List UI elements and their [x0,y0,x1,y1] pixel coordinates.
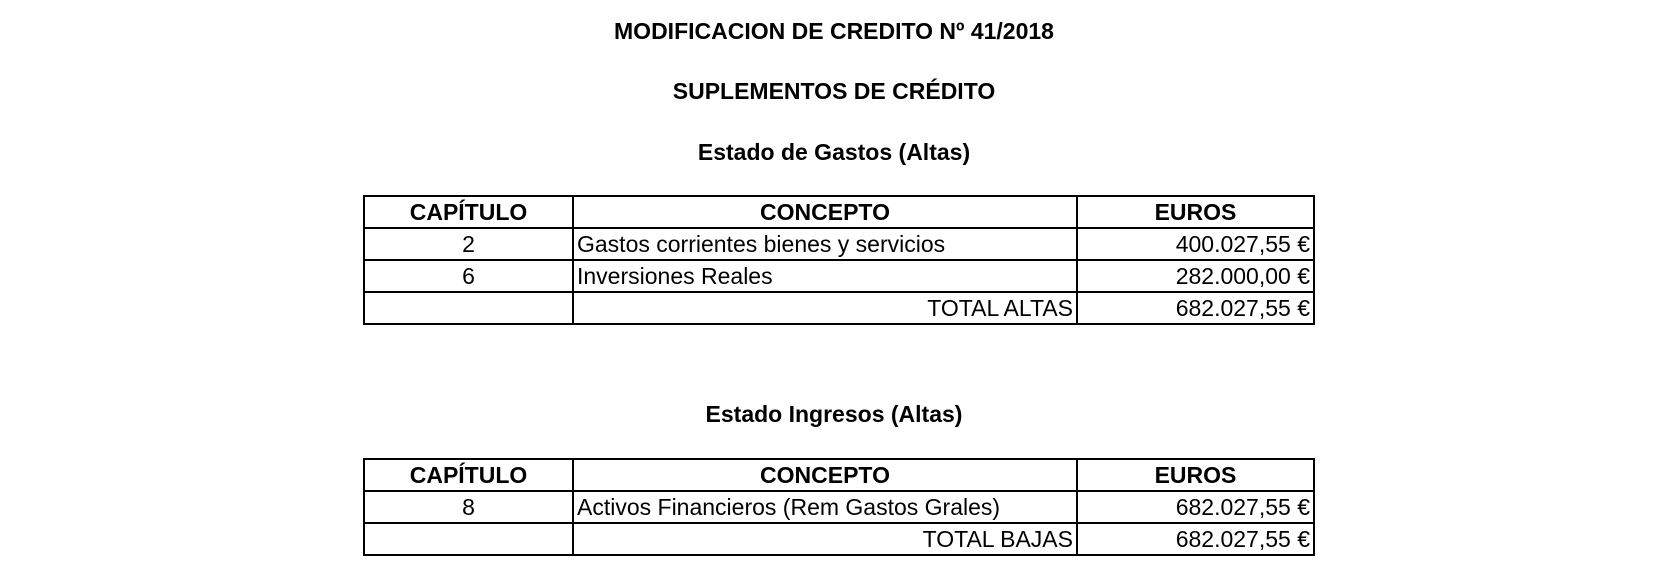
gastos-table [363,195,1315,325]
column-header-euros: EUROS [1077,196,1314,228]
total-value: 682.027,55 € [1077,292,1314,324]
table-row [364,228,1314,260]
table-header-row [364,196,1314,228]
column-header-capitulo: CAPÍTULO [364,459,573,491]
total-value: 682.027,55 € [1077,523,1314,555]
document-subtitle: SUPLEMENTOS DE CRÉDITO [672,78,996,104]
total-label: TOTAL ALTAS [573,292,1077,324]
euros-cell: 400.027,55 € [1077,228,1314,260]
column-header-euros: EUROS [1077,459,1314,491]
capitulo-cell: 6 [364,260,573,292]
euros-cell: 282.000,00 € [1077,260,1314,292]
euros-cell: 682.027,55 € [1077,491,1314,523]
column-header-concepto: CONCEPTO [573,196,1077,228]
table-row [364,491,1314,523]
capitulo-cell: 2 [364,228,573,260]
ingresos-table [363,458,1315,556]
total-row [364,292,1314,324]
table-header-row [364,459,1314,491]
total-label: TOTAL BAJAS [573,523,1077,555]
document-title: MODIFICACION DE CREDITO Nº 41/2018 [614,18,1054,44]
table-row [364,260,1314,292]
empty-cell [364,523,573,555]
gastos-heading: Estado de Gastos (Altas) [697,139,971,165]
concepto-cell: Inversiones Reales [573,260,1077,292]
concepto-cell: Activos Financieros (Rem Gastos Grales) [573,491,1077,523]
column-header-concepto: CONCEPTO [573,459,1077,491]
capitulo-cell: 8 [364,491,573,523]
empty-cell [364,292,573,324]
ingresos-heading: Estado Ingresos (Altas) [705,401,963,427]
total-row [364,523,1314,555]
column-header-capitulo: CAPÍTULO [364,196,573,228]
concepto-cell: Gastos corrientes bienes y servicios [573,228,1077,260]
